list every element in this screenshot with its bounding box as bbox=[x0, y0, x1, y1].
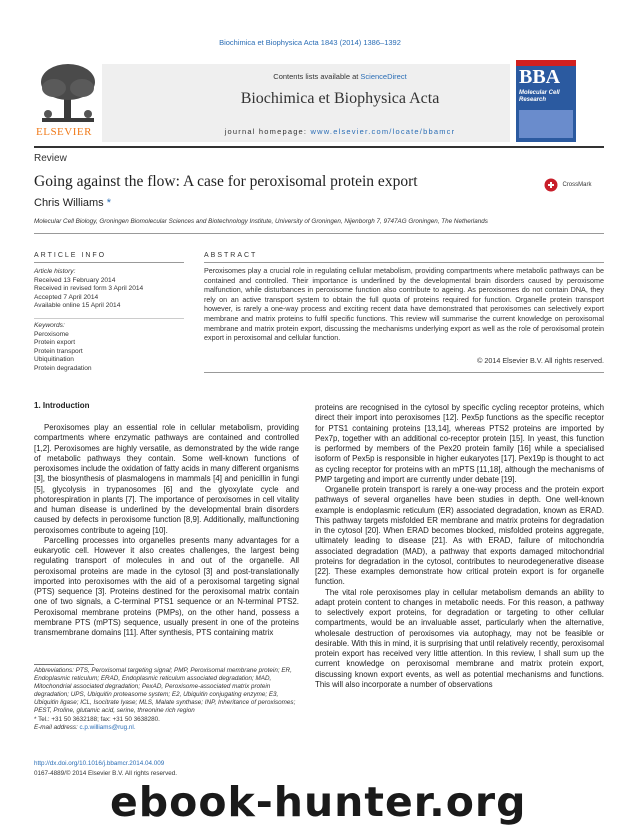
keywords-label: Keywords: bbox=[34, 322, 65, 329]
email-label: E-mail address: bbox=[34, 723, 80, 731]
homepage-prefix: journal homepage: bbox=[224, 127, 311, 136]
keyword: Protein export bbox=[34, 339, 76, 347]
abstract-rule bbox=[204, 262, 604, 263]
crossmark-label: CrossMark bbox=[562, 181, 592, 188]
journal-masthead bbox=[34, 60, 604, 143]
homepage-link[interactable]: www.elsevier.com/locate/bbamcr bbox=[310, 127, 456, 136]
keyword: Ubiquitination bbox=[34, 356, 74, 364]
paragraph: Parcelling processes into organelles presents many advantages for a eukaryotic cell. However it also creates challenges, the largest being regulating transport of molecules in and out of the organelle. All peroxisomal proteins are made in the cytosol [3] and post-translationally imported into peroxisomes with the aid of a peroxisomal targeting signal (PTS) sequence [3]. Proteins destined for the peroxisomal matrix contain one of two signals, a C-terminal PTS1 sequence or an N-terminal PTS2. Peroxisomal membrane proteins (PMPs), on the other hand, possess a membrane PTS (mPTS) sequence, usually present in one of the proteins transmembrane domains [11]. After synthesis, PTS containing matrix bbox=[34, 535, 299, 637]
contents-prefix: Contents lists available at bbox=[273, 72, 361, 81]
keyword: Peroxisome bbox=[34, 330, 69, 338]
abbreviations-footnote: Abbreviations: PTS, Peroxisomal targeting signal; PMP, Peroxisomal membrane protein; ER, Endoplasmic reticulum; ERAD, Endoplasmic reticulum associated degradation; MAD, Mitochondrial associated degradation; PexAD, Peroxisome-associated matrix protein degradation; UPS, Ubiquitin proteasome system; E2, Ubiquitin conjugating enzyme; E3, Ubiquitin ligase; ICL, Isocitrate lyase; MLS, Malate synthase; INP, Inheritance of peroxisomes; PEST, Proline, glutamic acid, serine, threonine rich region bbox=[34, 667, 296, 715]
abstract-copyright: © 2014 Elsevier B.V. All rights reserved. bbox=[477, 356, 604, 365]
elsevier-wordmark: ELSEVIER bbox=[36, 126, 92, 138]
email-footnote bbox=[34, 724, 299, 732]
journal-reference[interactable]: Biochimica et Biophysica Acta 1843 (2014) 1386–1392 bbox=[219, 38, 401, 47]
abstract-heading: ABSTRACT bbox=[204, 252, 258, 259]
abstract-bottom-rule bbox=[204, 372, 604, 373]
article-history bbox=[34, 268, 194, 311]
body-column-right bbox=[315, 403, 604, 690]
contents-line bbox=[102, 72, 578, 81]
masthead-center bbox=[102, 64, 510, 142]
section-heading-introduction: 1. Introduction bbox=[34, 401, 90, 410]
footnotes bbox=[34, 667, 299, 732]
history-item: Received 13 February 2014 bbox=[34, 276, 116, 284]
author-line bbox=[34, 197, 111, 209]
abstract-text: Peroxisomes play a crucial role in regulating cellular metabolism, providing compartments where metabolic pathways can be contained and controlled. Their importance is underlined by the developmental brain disorders caused by peroxisome malfunction, while disturbances in peroxisome function also contribute to ageing. As peroxisomes do not contain DNA, they rely on an active transport system to obtain the full quota of proteins required for function. Organelle protein transport however, is rarely a one-way process and exciting recent data have demonstrated that peroxisomes can selectively export membrane and matrix proteins to fulfil specific functions. This review will summarise the current knowledge on peroxisomal membrane and matrix protein export, discussing the mechanisms underlying export as well as the role of peroxisomal protein export in peroxisomal and cellular function. bbox=[204, 266, 604, 343]
journal-cover-image bbox=[516, 60, 576, 142]
paragraph: Peroxisomes play an essential role in cellular metabolism, providing compartments where enzymatic pathways are contained and controlled [1,2]. Peroxisomes are highly versatile, as demonstrated by the wide range of metabolic pathways they contain. Some well-known functions of peroxisomes include the oxidation of fatty acids in many different organisms [3], the biosynthesis of plasmalogens in mammals [4] and penicillin in fungi [5], glycolysis in trypanosomes [6] and the glyoxylate cycle and photorespiration in plants [7]. The importance of peroxisomes in cell vitality and human disease is underlined by the developmental brain disorders caused by defects in peroxisome function [8,9]. Additionally, malfunctioning peroxisomes contribute to ageing [10]. bbox=[34, 423, 299, 535]
sciencedirect-link[interactable]: ScienceDirect bbox=[360, 72, 407, 81]
article-title: Going against the flow: A case for peroxisomal protein export bbox=[34, 173, 418, 190]
keyword: Protein transport bbox=[34, 347, 83, 355]
history-item: Available online 15 April 2014 bbox=[34, 302, 121, 310]
issn-line: 0167-4889/© 2014 Elsevier B.V. All rights reserved. bbox=[34, 770, 178, 777]
email-link[interactable]: c.p.williams@rug.nl. bbox=[79, 723, 136, 731]
article-info-rule bbox=[34, 262, 184, 263]
cover-title: BBA bbox=[519, 66, 561, 88]
cover-subtitle: Molecular Cell Research bbox=[519, 90, 560, 103]
crossmark-badge[interactable] bbox=[544, 176, 591, 194]
contact-footnote: * Tel.: +31 50 3632188; fax: +31 50 3638280. bbox=[34, 715, 160, 723]
elsevier-tree-logo bbox=[34, 60, 102, 142]
masthead-divider bbox=[34, 146, 604, 148]
homepage-line bbox=[102, 127, 578, 136]
history-item: Received in revised form 3 April 2014 bbox=[34, 285, 144, 293]
author-footnote-mark[interactable]: * bbox=[106, 197, 112, 209]
article-type: Review bbox=[34, 153, 67, 164]
affiliation: Molecular Cell Biology, Groningen Biomolecular Sciences and Biotechnology Institute, University of Groningen, Nijenborgh 7, 9747AG Groningen, The Netherlands bbox=[34, 218, 488, 225]
body-column-left bbox=[34, 423, 299, 638]
keyword: Protein degradation bbox=[34, 364, 92, 372]
journal-title: Biochimica et Biophysica Acta bbox=[240, 90, 440, 107]
paragraph: The vital role peroxisomes play in cellular metabolism demands an ability to adapt protein content to changes in metabolic needs. For this reason, a pathway to selectively export proteins, for degradation or targeting to other cellular compartments, would be an invaluable asset, particularly when the alternative, wholesale destruction of peroxisomes via autophagy, may not be feasible or desirable. With this in mind, it is surprising that until relatively recently, peroxisomal protein export has received very little attention. In this review, I shall sum up the current knowledge on peroxisomal membrane and matrix protein export, discussing known export events, as well as potential mechanisms and functions. This will also incorporate a number of observations bbox=[315, 587, 604, 689]
keywords-rule bbox=[34, 318, 184, 319]
doi-link[interactable]: http://dx.doi.org/10.1016/j.bbamcr.2014.04.009 bbox=[34, 760, 165, 767]
paragraph: proteins are recognised in the cytosol by specific cycling receptor proteins, which direct their import into peroxisomes [12]. Pex5p functions as the specific receptor for PTS1 containing proteins [13,14], whereas PTS2 proteins are imported by Pex7p, together with an additional co-receptor protein [15]. In yeast, this function is performed by members of the Pex20 protein family [16] while a specialised isoform of Pex5p is responsible in higher eukaryotes [17]. Pex19p is thought to act as cycling receptor for proteins with an mPTS [11,18], although the mechanisms of PMP targeting and import are currently under debate [19]. bbox=[315, 403, 604, 484]
history-label: Article history: bbox=[34, 268, 76, 275]
author-name: Chris Williams bbox=[34, 197, 104, 209]
paragraph: Organelle protein transport is rarely a one-way process and the protein export pathways of several organelles have been studies in depth. One well-known example is endoplasmic reticulum (ER) associated degradation, known as ERAD. This pathway targets misfolded ER membrane and matrix proteins for degradation in the cytosol [20]. When ERAD becomes blocked, misfolded proteins aggregate, ultimately leading to disease [21]. As with ERAD, failure of mitochondria associated degradation (MAD), a pathway that exports damaged mitochondrial proteins for degradation in the cytosol, contributes to neurodegenerative disease [22]. These examples demonstrate how critical protein export is for organelle function. bbox=[315, 485, 604, 587]
header-divider bbox=[34, 233, 604, 234]
article-info-heading: ARTICLE INFO bbox=[34, 252, 107, 259]
watermark bbox=[110, 778, 620, 827]
history-item: Accepted 7 April 2014 bbox=[34, 293, 99, 301]
crossmark-icon bbox=[544, 178, 558, 192]
watermark-text: ebook-hunter.org bbox=[110, 778, 527, 826]
footnote-rule bbox=[34, 664, 94, 665]
keywords-block bbox=[34, 322, 194, 374]
